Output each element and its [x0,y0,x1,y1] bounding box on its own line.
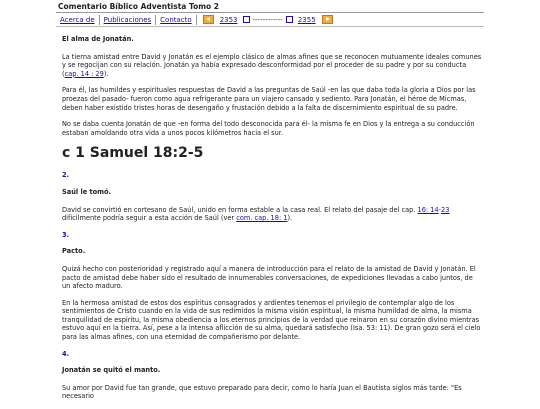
ref-link[interactable]: com. cap. 18: 1 [236,214,288,223]
paragraph [62,206,482,223]
nav-bar [56,13,484,27]
nav-publications-link[interactable]: Publicaciones [103,15,152,24]
paragraph-text: La tierna amistad entre David y Jonatán es el ejemplo clásico de almas afines que se reconocen mutuamente ideales comunes y se regocijan con su relación. Jonatán ya había expresado desconformidad por el proceder de su padre y por su conducta ( [62,52,482,78]
prev-page-arrow-icon[interactable] [203,15,214,24]
paragraph-text: ). [287,214,293,223]
section-heading: El alma de Jonatán. [62,35,134,43]
book-title: Comentario Bíblico Adventista Tomo 2 [56,0,484,13]
verse-number: 4. [62,349,70,358]
ref-link[interactable]: 23 [441,205,450,214]
article-content [62,35,482,409]
next-page-link[interactable]: 2355 [297,15,316,24]
section-heading: Jonatán se quitó el manto. [62,366,161,375]
verse-title: c 1 Samuel 18:2-5 [62,145,204,162]
pager-dash: ------------ [252,15,283,24]
paragraph: Quizá hecho con posterioridad y registrado aquí a manera de introducción para el relato de la amistad de David y Jonatán. El pacto de amistad debe haber sido el resultado de innumerables conversaciones, de expediciones llevadas a cabo juntos, de un afecto maduro. [62,264,476,291]
page-header [56,0,484,27]
paragraph: No se daba cuenta Jonatán de que -en forma del todo desconocida para él- la misma fe en Dios y la entrega a su conducción estaban amoldando otra vida a unos pocos kilómetros hacia el sur. [62,120,475,137]
verse-number: 3. [62,230,70,239]
paragraph-text: - [438,205,441,214]
ref-link[interactable]: cap. 14 : 29 [64,69,104,78]
paragraph-text: David se convirtió en cortesano de Saúl, unido en forma estable a la casa real. El relato del pasaje del cap. [62,205,418,214]
page-pager [197,15,335,24]
nav-contact-link[interactable]: Contacto [160,15,192,24]
paragraph: Para él, las humildes y espirituales respuestas de David a las preguntas de Saúl -en las que daba toda la gloria a Dios por las proezas del pasado- fueron como agua refrigerante para un viajero cansado y sediento. Para Jonatán, el héroe de Micmas, deben haber existido tristes horas de desengaño y frustación debido a la falta de discernimiento espiritual de su padre. [62,86,476,112]
paragraph-text: ). [103,69,109,78]
page-icon [286,16,293,23]
section-heading: Pacto. [62,247,86,256]
section-heading: Saúl le tomó. [62,187,112,196]
verse-number: 2. [62,171,70,180]
next-page-arrow-icon[interactable] [322,15,333,24]
page-icon [243,16,250,23]
paragraph-text: difícilmente podría seguir a esta acción de Saúl (ver [62,214,237,223]
paragraph: Su amor por David fue tan grande, que estuvo preparado para decir, como lo haría Juan el Bautista siglos más tarde: "Es necesario [62,383,462,401]
paragraph [62,53,482,79]
ref-link[interactable]: 16: 14 [417,205,439,214]
nav-about-link[interactable]: Acerca de [60,15,95,24]
prev-page-link[interactable]: 2353 [219,15,238,24]
paragraph: En la hermosa amistad de estos dos espíritus consagrados y ardientes tenemos el privilegio de contemplar algo de los sentimientos de Cristo cuando en la vida de sus redimidos la misma visión espiritual, la misma humildad de alma, la misma tranquilidad de espíritu, la misma obediencia a los eternos principios de la verdad que reinaron en su corazón divino mientras estuvo aquí en la tierra. Así, pese a la intensa aflicción de su alma, quedará satisfecho (Isa. 53: 11). De gran gozo será el cielo para las almas afines, con una eternidad de compañerismo por delante. [62,298,481,342]
